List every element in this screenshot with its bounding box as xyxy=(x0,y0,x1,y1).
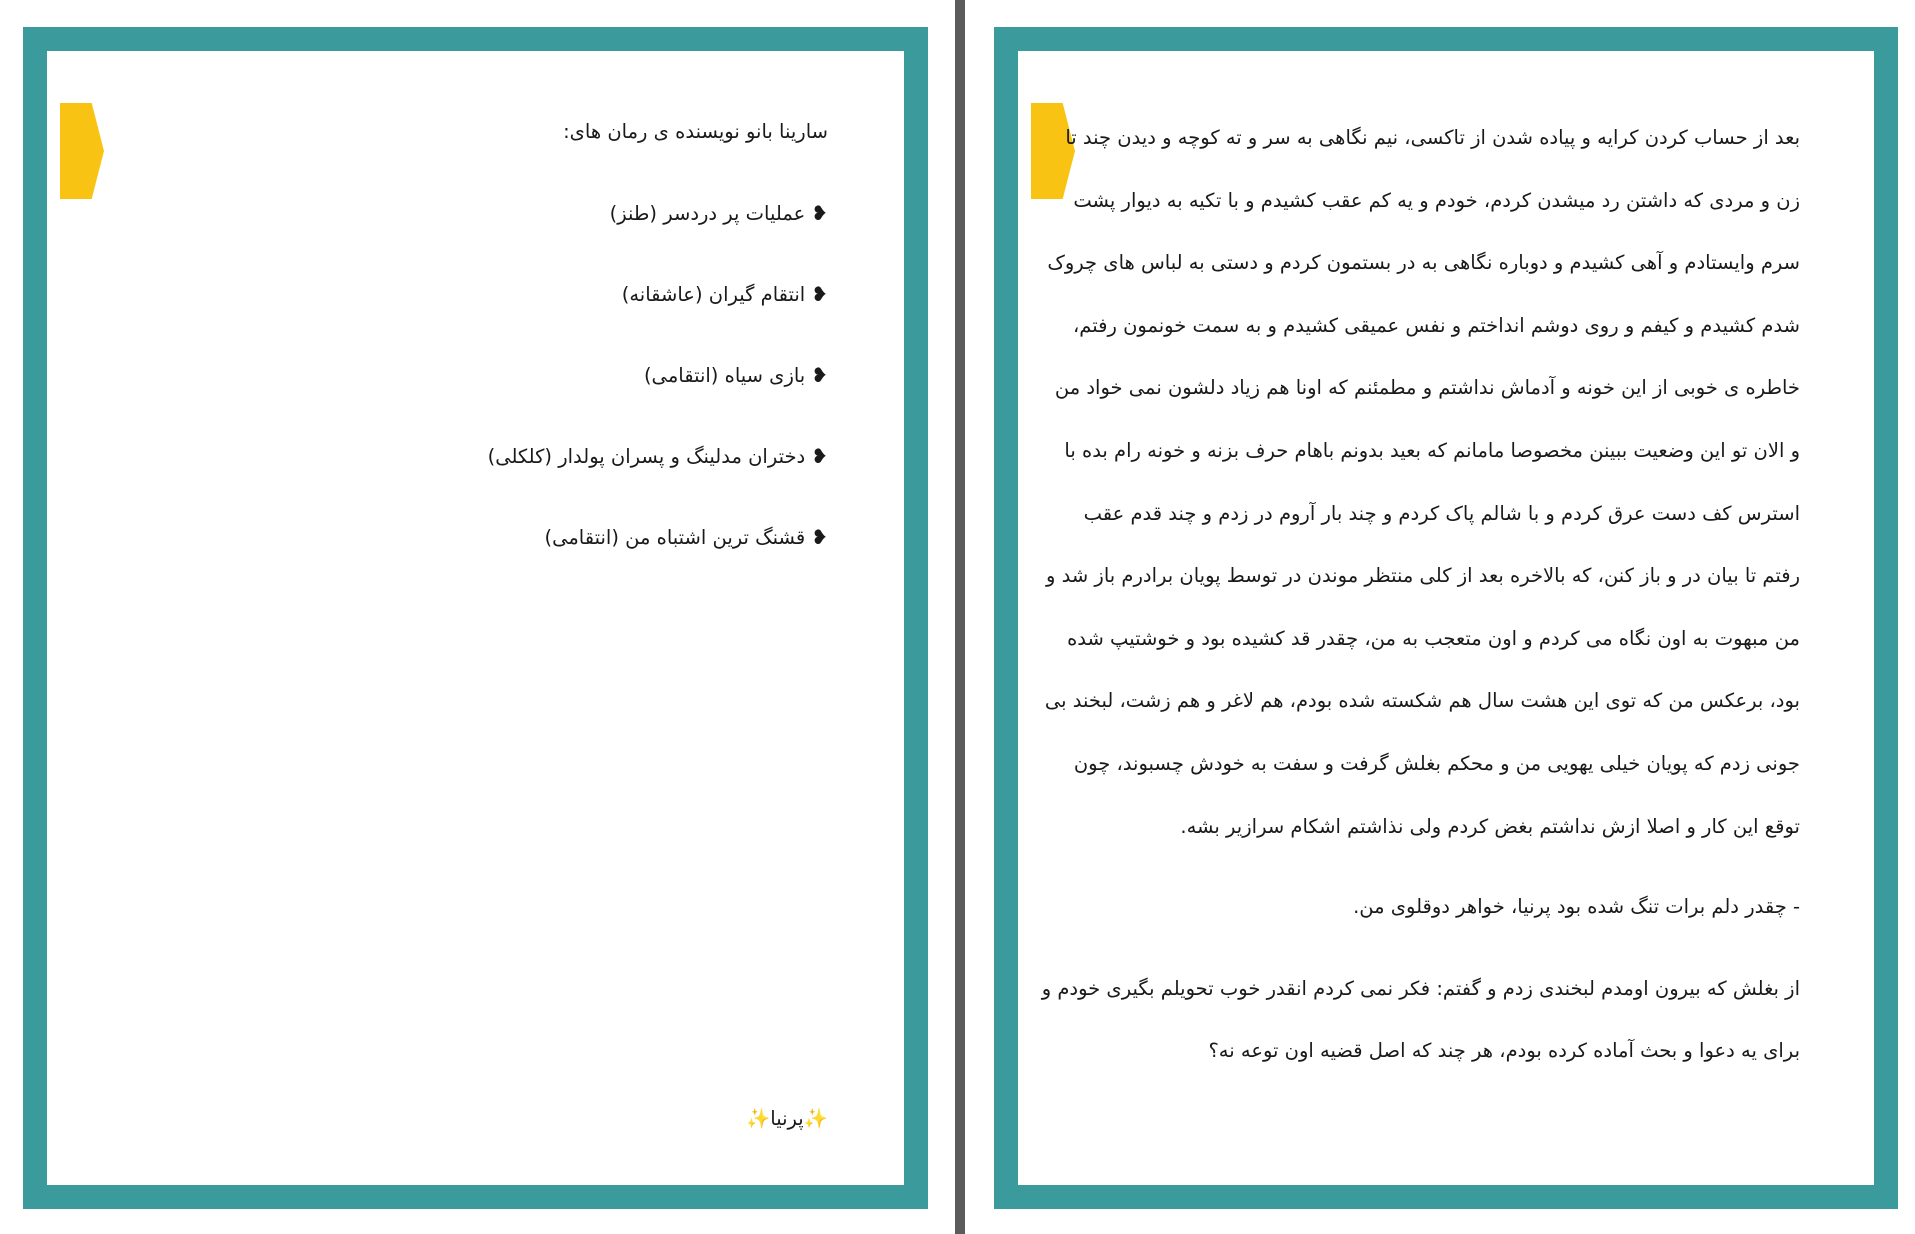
signature: ✨پرنیا✨ xyxy=(746,1107,828,1130)
left-page xyxy=(23,27,928,1209)
author-heading: سارینا بانو نویسنده ی رمان های: xyxy=(563,120,828,143)
novel-item xyxy=(128,186,828,240)
novel-title: دختران مدلینگ و پسران پولدار (کلکلی) xyxy=(487,445,806,468)
heart-bullet-icon: ❥ xyxy=(811,282,828,306)
novel-item xyxy=(128,267,828,321)
heart-bullet-icon: ❥ xyxy=(811,444,828,468)
story-text xyxy=(1040,107,1800,1083)
heart-bullet-icon: ❥ xyxy=(811,525,828,549)
novel-title: عملیات پر دردسر (طنز) xyxy=(609,202,806,225)
novel-item xyxy=(128,429,828,483)
page-divider xyxy=(955,0,965,1234)
story-paragraph: بعد از حساب کردن کرایه و پیاده شدن از تاکسی، نیم نگاهی به سر و ته کوچه و دیدن چند تا زن و مردی که داشتن رد میشدن کردم، خودم و یه کم عقب کشیدم و با تکیه به دیوار پشت سرم وایستادم و آهی کشیدم و دوباره نگاهی به در بستمون کردم و دستی به لباس های چروک شدم کشیدم و کیفم و روی دوشم انداختم و نفس عمیقی کشیدم و به سمت خونمون رفتم، خاطره ی خوبی از این خونه و آدماش نداشتم و مطمئنم که اونا هم زیاد دلشون نمی خواد من و الان تو این وضعیت ببینن مخصوصا مامانم که بعید بدونم باهام حرف بزنه و خونه رام بده با استرس کف دست عرق کردم و با شالم پاک کردم و چند بار آروم در زدم و چند قدم عقب رفتم تا بیان در و باز کنن، که بالاخره بعد از کلی منتظر موندن در توسط پویان برادرم باز شد و من مبهوت به اون نگاه می کردم و اون متعجب به من، چقدر قد کشیده بود و خوشتیپ شده بود، برعکس من که توی این هشت سال هم شکسته شده بودم، هم لاغر و هم زشت، لبخند بی جونی زدم که پویان خیلی یهویی من و محکم بغلش گرفت و سفت به خودش چسبوند، چون توقع این کار و اصلا ازش نداشتم بغض کردم ولی نذاشتم اشکام سرازیر بشه. xyxy=(1044,126,1800,838)
novel-list-section xyxy=(128,105,828,591)
novel-item xyxy=(128,348,828,402)
dialogue-line: - چقدر دلم برات تنگ شده بود پرنیا، خواهر دوقلوی من. xyxy=(1353,895,1800,919)
bookmark-ribbon-icon xyxy=(60,103,104,199)
novel-title: انتقام گیران (عاشقانه) xyxy=(621,283,806,306)
novel-item xyxy=(128,510,828,564)
heart-bullet-icon: ❥ xyxy=(811,363,828,387)
story-paragraph: از بغلش که بیرون اومدم لبخندی زدم و گفتم: فکر نمی کردم انقدر خوب تحویلم بگیری خودم و برای یه دعوا و بحث آماده کرده بودم، هر چند که اصل قضیه اون توعه نه؟ xyxy=(1041,976,1800,1063)
right-page-content xyxy=(1018,51,1874,1185)
left-page-content xyxy=(47,51,904,1185)
right-page xyxy=(994,27,1898,1209)
heart-bullet-icon: ❥ xyxy=(811,201,828,225)
novel-title: قشنگ ترین اشتباه من (انتقامی) xyxy=(544,526,806,549)
novel-title: بازی سیاه (انتقامی) xyxy=(643,364,806,387)
